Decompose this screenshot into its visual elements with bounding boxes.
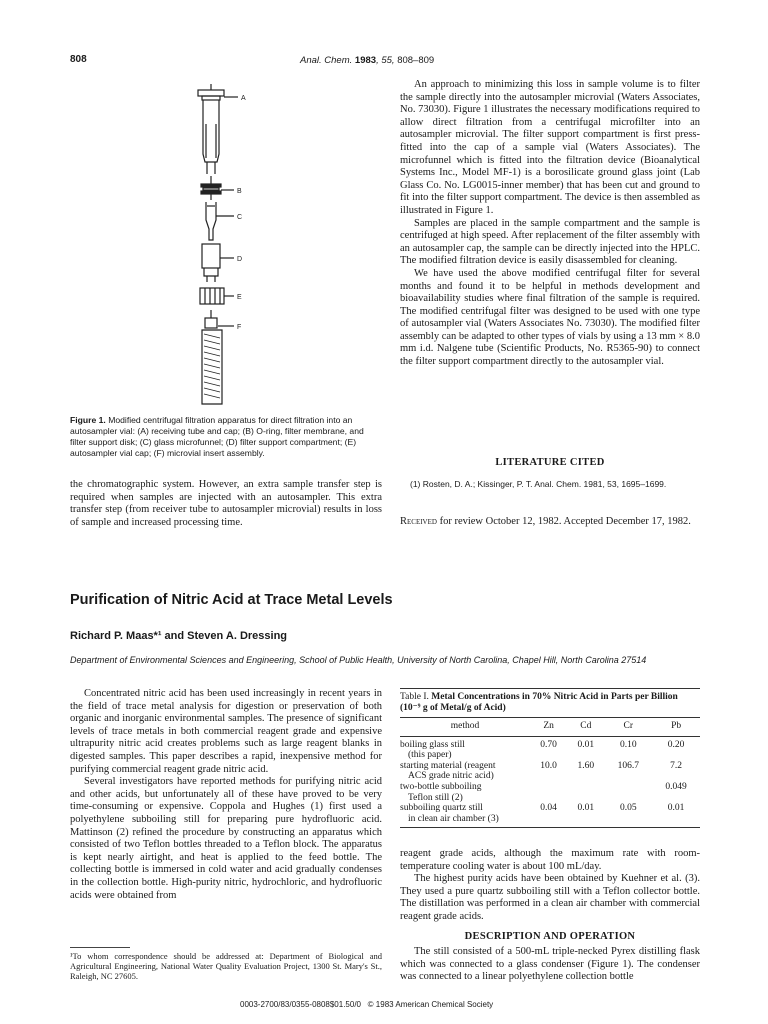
zn-cell [530, 782, 567, 803]
article-title: Purification of Nitric Acid at Trace Metal Levels [70, 592, 393, 608]
cd-cell: 0.01 [577, 739, 595, 750]
journal-name: Anal. Chem. [300, 55, 353, 66]
table-row [400, 761, 700, 782]
zn-cell: 0.70 [540, 739, 557, 750]
table-caption: Metal Concentrations in 70% Nitric Acid in Parts per Billion (10⁻⁹ g of Metal/g of Acid) [400, 692, 678, 713]
figure-label-d: D [237, 256, 243, 263]
method-cell-cont: Teflon still (2) [408, 792, 463, 803]
method-cell-cont: ACS grade nitric acid) [408, 771, 494, 782]
table-row [400, 736, 700, 761]
article-body-right [400, 848, 700, 924]
page-number: 808 [70, 54, 87, 65]
cr-cell: 0.05 [604, 803, 652, 828]
figure-caption-label: Figure 1. [70, 415, 106, 425]
footnote: ¹To whom correspondence should be addressed at: Department of Biological and Agricultural Engineering, National Water Quality Evaluation Project, 1300 St. Mary's St., Raleigh, NC 27605. [70, 951, 382, 981]
footnote-divider [70, 947, 130, 948]
table-row [400, 803, 700, 828]
cr-cell: 106.7 [617, 760, 639, 771]
cr-cell: 0.10 [619, 739, 637, 750]
prev-article-paragraph: We have used the above modified centrifugal filter for several months and found it to be helpful in methods development and bioavailability studies where final filtration of the sample is required. The modified centrifugal filter was designed to be used with one type of autosampler vial (Waters Associates No. 73030). The modified filter assembly can be adapted to other types of vials by using a 13 mm × 8.0 mm i.d. Nalgene tube (Scientific Products, No. R5365-90) to connect the filter support compartment directly to the autosampler vial. [400, 267, 700, 368]
method-cell: starting material (reagent [400, 760, 496, 771]
journal-year: 1983 [354, 55, 377, 66]
cd-cell: 0.01 [567, 803, 604, 828]
method-cell-cont: in clean air chamber (3) [408, 813, 499, 824]
column-header-method: method [400, 718, 530, 737]
received-note [400, 516, 700, 529]
body-paragraph: Several investigators have reported methods for purifying nitric acid and other acids, but unfortunately all of these have proved to be very time-consuming or expensive. Coppola and Hughes (1) first used a polyethylene subboiling still for preparing pure hydrofluoric acid. Mattinson (2) refined the procedure by constructing an apparatus which consisted of two Teflon bottles threaded to a Teflon block. The apparatus is kept nearly airtight, and heat is applied to the feed bottle. The collecting bottle is immersed in cold water and acid gradually condenses in the collection bottle. High-purity nitric, hydrochloric, and hydrofluoric acids were obtained from [70, 776, 382, 901]
zn-cell: 10.0 [540, 760, 557, 771]
reference-item: (1) Rosten, D. A.; Kissinger, P. T. Anal. Chem. 1981, 53, 1695–1699. [410, 479, 667, 489]
column-header-cr: Cr [604, 718, 652, 737]
pb-cell: 7.2 [670, 760, 683, 771]
page-footer [240, 1000, 493, 1009]
table-row [400, 782, 700, 803]
column-header-pb: Pb [652, 718, 700, 737]
prev-article-paragraph: Samples are placed in the sample compartment and the sample is centrifuged at high speed. After replacement of the filter assembly with an autosampler cap, the sample can be directly injected into the HPLC. The modified filtration device is easily disassembled for cleaning. [400, 217, 700, 267]
figure-label-e: E [237, 294, 242, 301]
journal-pages: 808–809 [397, 55, 435, 66]
figure-caption [70, 415, 382, 459]
pb-cell: 0.01 [652, 803, 700, 828]
copyright: © 1983 American Chemical Society [367, 1000, 494, 1009]
cd-cell: 1.60 [577, 760, 595, 771]
pb-cell: 0.049 [665, 781, 687, 792]
received-text: for review October 12, 1982. Accepted December 17, 1982. [439, 516, 691, 527]
method-cell: two-bottle subboiling [400, 781, 482, 792]
body-paragraph: Concentrated nitric acid has been used increasingly in recent years in the field of trace metal analysis for digestion or preservation of both organic and inorganic environmental samples. The presence of significant levels of trace metals in both commercial reagent grade and expensive ultrapurity nitric acid creates problems such as large reagent blanks in digested samples. This paper describes a rapid, inexpensive method for purifying commercial reagent grade nitric acid. [70, 688, 382, 775]
apparatus-figure [190, 84, 280, 410]
body-paragraph: The still consisted of a 500-mL triple-necked Pyrex distilling flask which was connected to a glass condenser (Figure 1). The condenser was connected to a linear polyethylene collection bottle [400, 946, 700, 983]
figure-caption-text: Modified centrifugal filtration apparatus for direct filtration into an autosampler vial: (A) receiving tube and cap; (B) O-ring, filter membrane, and filter support disk; (C) glass microfunnel; (D) filter support compartment; (E) autosampler vial cap; (F) microvial insert assembly. [70, 415, 364, 458]
article-body-left [70, 688, 382, 902]
prev-article-paragraph: An approach to minimizing this loss in sample volume is to filter the sample directly into the autosampler microvial (Waters Associates, No. 73030). Figure 1 illustrates the necessary modifications required to allow direct filtration from a centrifugal microfilter into an autosampler microvial. The filter support compartment is first press-fitted into the cap of a sample vial (Waters Associates). The microfunnel which is fitted into the filtration device (Bioanalytical Systems Inc., Model MF-1) is a borosilicate ground glass joint (Lab Glass Co. No. LG0015-inner member) that has been cut and ground to fit into the filter support compartment. The device is then assembled as illustrated in Figure 1. [400, 79, 700, 216]
figure-label-b: B [237, 188, 242, 195]
received-label: Received [400, 516, 437, 527]
journal-volume: 55 [381, 55, 392, 66]
body-paragraph: reagent grade acids, although the maximum rate with room-temperature cooling water is about 100 mL/day. [400, 848, 700, 872]
figure-label-a: A [241, 95, 246, 102]
description-heading: DESCRIPTION AND OPERATION [464, 931, 636, 942]
cr-cell [604, 782, 652, 803]
figure-label-c: C [237, 214, 243, 221]
table-label: Table I. [400, 692, 429, 702]
journal-reference: Anal. Chem. 1983, 55, 808–809 [300, 55, 435, 66]
article-code: 0003-2700/83/0355-0808$01.50/0 [240, 1000, 361, 1009]
method-cell: boiling glass still [400, 739, 465, 750]
prev-article-left-text: the chromatographic system. However, an extra sample transfer step is required when samples are injected with an autosampler. This extra transfer step (from receiver tube to autosampler microvial) results in loss of sample and increased processing time. [70, 479, 382, 528]
article-authors: Richard P. Maas*¹ and Steven A. Dressing [70, 630, 288, 642]
method-cell-cont: (this paper) [408, 750, 452, 761]
prev-article-right-column [400, 79, 700, 369]
zn-cell: 0.04 [530, 803, 567, 828]
figure-label-f: F [237, 324, 242, 331]
body-paragraph: The highest purity acids have been obtained by Kuehner et al. (3). They used a pure quartz subboiling still with a Teflon collector bottle. The distillation was performed in a clean air chamber with commercial reagent grade acids. [400, 873, 700, 922]
method-cell: subboiling quartz still [400, 803, 483, 814]
column-header-cd: Cd [567, 718, 604, 737]
literature-cited-heading: LITERATURE CITED [495, 457, 605, 468]
column-header-zn: Zn [530, 718, 567, 737]
pb-cell: 0.20 [667, 739, 685, 750]
cd-cell [567, 782, 604, 803]
metal-concentration-table [400, 688, 700, 828]
table-title [400, 688, 700, 717]
article-affiliation: Department of Environmental Sciences and Engineering, School of Public Health, University of North Carolina, Chapel Hill, North Carolina 27514 [70, 655, 647, 665]
